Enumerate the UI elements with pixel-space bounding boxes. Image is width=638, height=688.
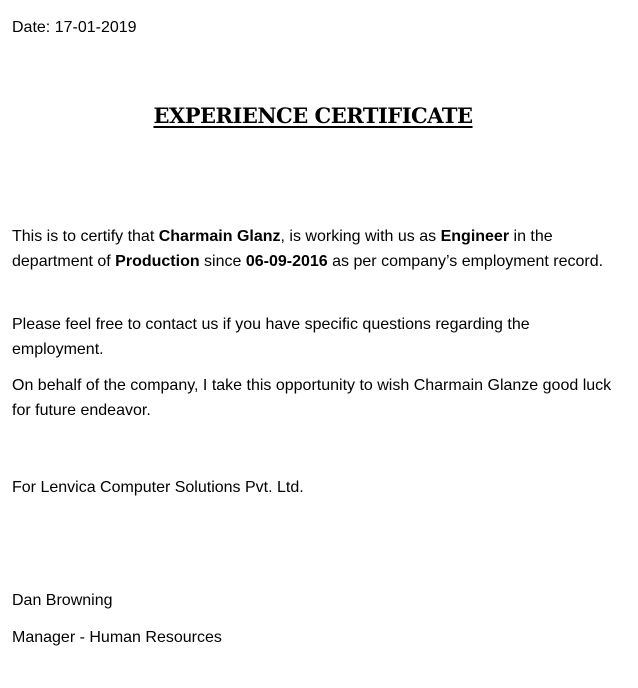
- employee-department: Production: [115, 252, 200, 270]
- date-value: 17-01-2019: [54, 19, 137, 36]
- certify-text-1: This is to certify that: [12, 228, 159, 245]
- signatory-name: Dan Browning: [12, 592, 113, 609]
- date-label: Date:: [12, 19, 51, 36]
- certificate-title: EXPERIENCE CERTIFICATE: [153, 103, 473, 128]
- certification-paragraph: [12, 225, 622, 274]
- company-line: For Lenvica Computer Solutions Pvt. Ltd.: [12, 479, 304, 496]
- employee-name: Charmain Glanz: [158, 228, 281, 245]
- contact-paragraph: Please feel free to contact us if you have specific questions regarding the employment.: [12, 316, 530, 358]
- certify-text-3: in the department of: [12, 228, 553, 270]
- certify-text-4: since: [199, 252, 246, 270]
- certify-text-5: as per company’s employment record.: [327, 252, 604, 270]
- wishes-paragraph: On behalf of the company, I take this opportunity to wish Charmain Glanze good luck for future endeavor.: [12, 377, 612, 419]
- certify-text-2: , is working with us as: [280, 228, 441, 245]
- date-line: [12, 18, 137, 38]
- employment-start-date: 06-09-2016: [245, 252, 328, 270]
- signatory-title: Manager - Human Resources: [12, 629, 222, 646]
- employee-designation: Engineer: [440, 228, 510, 245]
